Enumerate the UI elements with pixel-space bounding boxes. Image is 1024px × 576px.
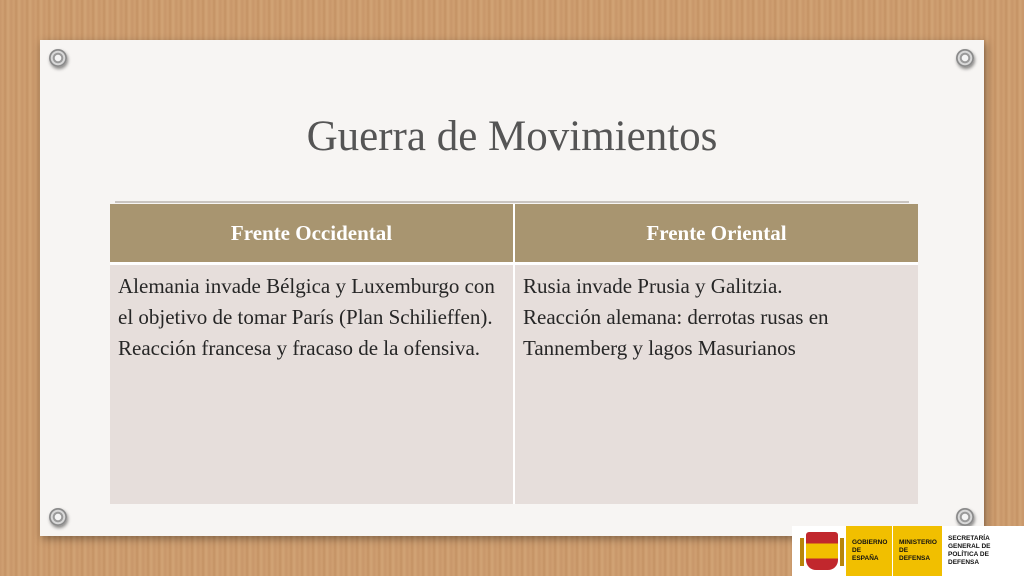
logo-ministerio	[892, 526, 942, 576]
logo-text: MINISTERIO	[899, 539, 937, 546]
pin-icon	[49, 508, 67, 526]
cell-frente-occidental	[110, 264, 514, 505]
logo-secretaria	[942, 526, 1010, 576]
table-row	[110, 264, 918, 505]
cell-frente-oriental	[514, 264, 918, 505]
table-header-row	[110, 204, 918, 264]
pin-icon	[956, 508, 974, 526]
header-frente-occidental: Frente Occidental	[110, 204, 514, 264]
spain-coat-of-arms-icon	[806, 532, 838, 570]
logo-text: SECRETARÍA GENERAL DE	[948, 535, 991, 550]
cell-paragraph: Reacción francesa y fracaso de la ofensiva.	[118, 336, 481, 360]
logo-text: GOBIERNO	[852, 539, 888, 546]
logo-gobierno	[846, 526, 892, 576]
slide-title: Guerra de Movimientos	[306, 113, 718, 160]
ministry-logo	[792, 526, 1024, 576]
cell-paragraph: Reacción alemana: derrotas rusas en Tannemberg y lagos Masurianos	[523, 305, 829, 360]
cell-paragraph: Rusia invade Prusia y Galitzia.	[523, 274, 783, 298]
logo-text: POLÍTICA DE DEFENSA	[948, 551, 989, 566]
logo-text: DE DEFENSA	[899, 547, 931, 562]
pin-icon	[956, 49, 974, 67]
title-divider	[115, 201, 909, 203]
logo-text: DE ESPAÑA	[852, 547, 879, 562]
cell-paragraph: Alemania invade Bélgica y Luxemburgo con el objetivo de tomar París (Plan Schilieffen).	[118, 274, 495, 329]
pin-icon	[49, 49, 67, 67]
comparison-table	[110, 204, 918, 504]
header-frente-oriental: Frente Oriental	[514, 204, 918, 264]
